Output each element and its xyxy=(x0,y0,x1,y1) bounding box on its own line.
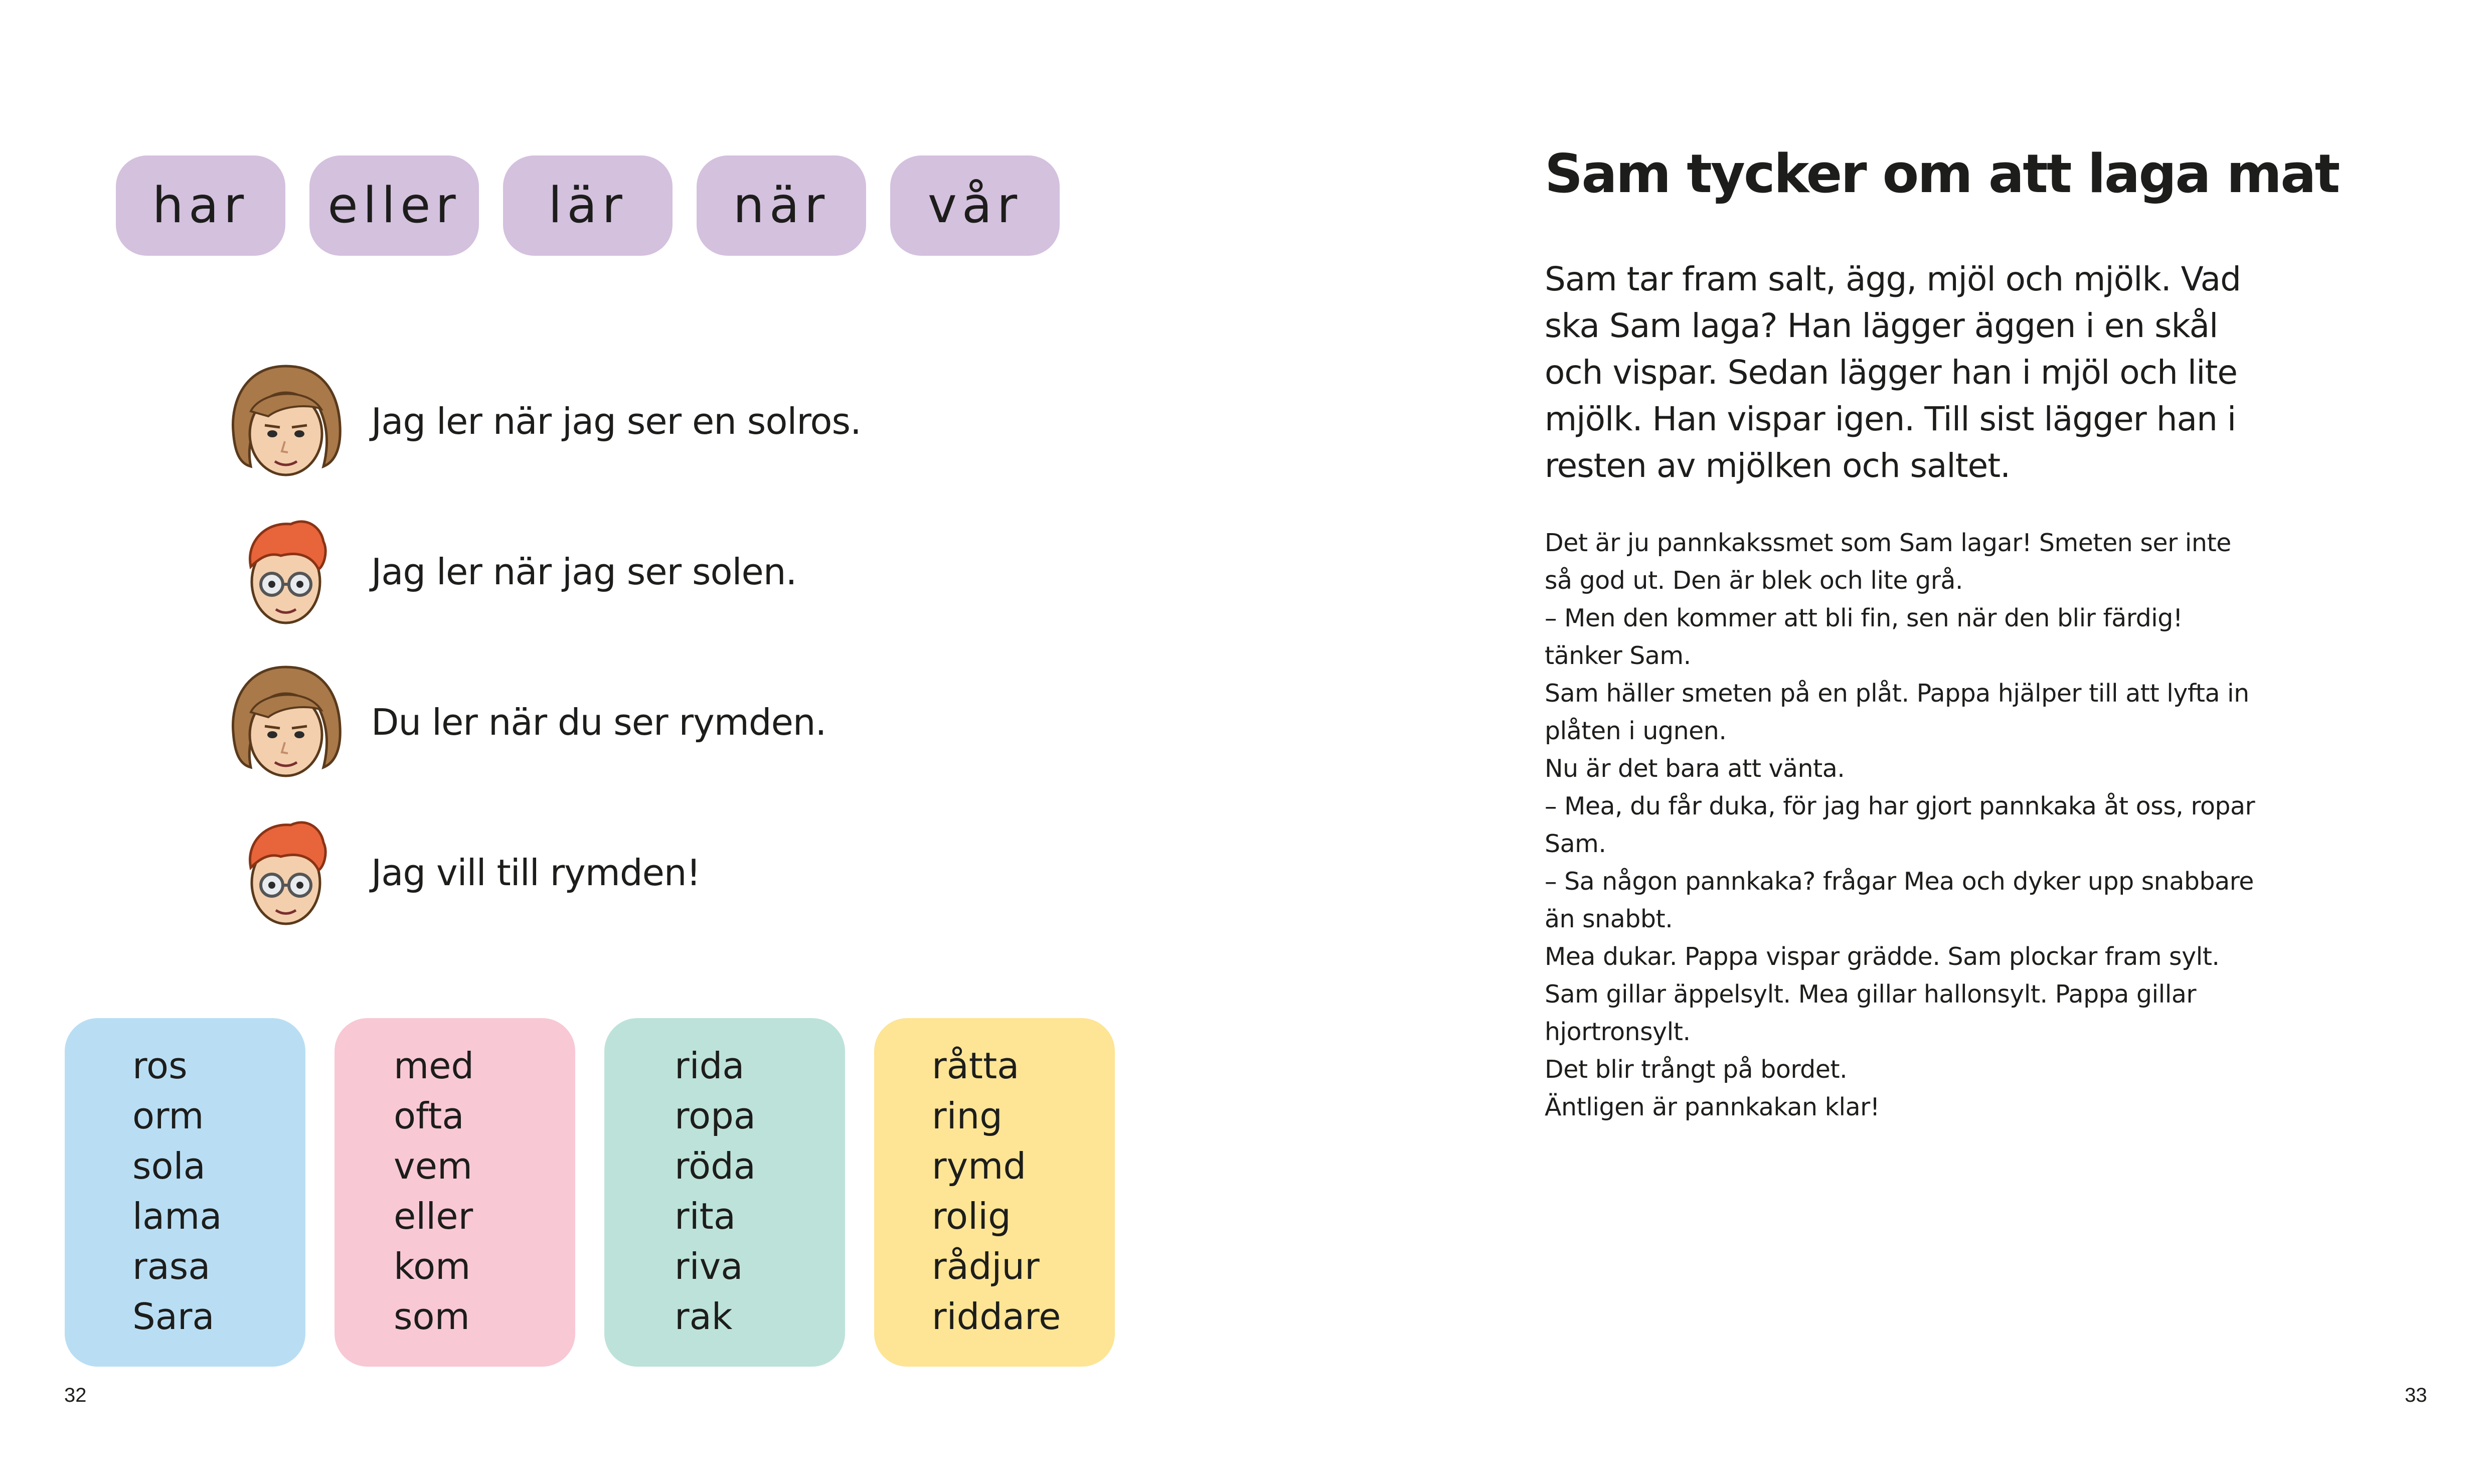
word-pill: har xyxy=(116,155,285,256)
dialogue-text: Jag vill till rymden! xyxy=(371,852,701,894)
dialogue-line xyxy=(211,497,861,647)
word: kom xyxy=(394,1245,471,1287)
word: rådjur xyxy=(932,1245,1040,1287)
word: rida xyxy=(675,1045,745,1087)
word: röda xyxy=(675,1145,756,1187)
word: rak xyxy=(675,1295,733,1338)
girl-face-icon xyxy=(211,356,361,486)
boy-face-icon xyxy=(211,507,361,637)
story-paragraph: Mea dukar. Pappa vispar grädde. Sam plockar fram sylt. xyxy=(1545,942,2220,971)
word-column-yellow xyxy=(874,1018,1115,1367)
word: rolig xyxy=(932,1195,1011,1237)
story-paragraph: Sam häller smeten på en plåt. Pappa hjälper till att lyfta in plåten i ugnen. xyxy=(1545,679,2249,745)
word-pills xyxy=(116,155,1060,256)
word: Sara xyxy=(132,1295,215,1338)
page-number: 33 xyxy=(2405,1384,2427,1406)
word-pill: vår xyxy=(890,155,1060,256)
dialogue-line xyxy=(211,647,861,797)
boy-face-icon xyxy=(211,807,361,938)
story-title: Sam tycker om att laga mat xyxy=(1545,143,2339,205)
story-text xyxy=(1545,524,2262,1126)
word-columns xyxy=(65,1018,1115,1367)
word: som xyxy=(394,1295,470,1338)
word-column-blue xyxy=(65,1018,305,1367)
word: med xyxy=(394,1045,474,1087)
word: råtta xyxy=(932,1045,1020,1087)
girl-face-icon xyxy=(211,657,361,787)
word: orm xyxy=(132,1095,204,1137)
word: ropa xyxy=(675,1095,756,1137)
word-column-pink xyxy=(335,1018,575,1367)
story-paragraph: Det är ju pannkakssmet som Sam lagar! Smeten ser inte så god ut. Den är blek och lite grå. xyxy=(1545,529,2231,595)
word: riva xyxy=(675,1245,743,1287)
word: ros xyxy=(132,1045,188,1087)
word: vem xyxy=(394,1145,473,1187)
word: lama xyxy=(132,1195,222,1237)
story-intro: Sam tar fram salt, ägg, mjöl och mjölk. Vad ska Sam laga? Han lägger äggen i en skål och vispar. Sedan lägger han i mjöl och lite mjölk. Han vispar igen. Till sist lägger han i resten av mjölken och saltet. xyxy=(1545,260,2241,485)
word: riddare xyxy=(932,1295,1061,1338)
word: eller xyxy=(394,1195,473,1237)
story-paragraph: – Sa någon pannkaka? frågar Mea och dyker upp snabbare än snabbt. xyxy=(1545,867,2254,933)
dialogue-line xyxy=(211,346,861,497)
word-column-green xyxy=(604,1018,845,1367)
word: rymd xyxy=(932,1145,1027,1187)
word-pill: när xyxy=(697,155,866,256)
dialogue xyxy=(211,346,861,948)
word-pill: lär xyxy=(503,155,673,256)
word: ring xyxy=(932,1095,1003,1137)
story-paragraph: – Mea, du får duka, för jag har gjort pannkaka åt oss, ropar Sam. xyxy=(1545,792,2255,858)
word: rita xyxy=(675,1195,736,1237)
dialogue-text: Jag ler när jag ser en solros. xyxy=(371,400,861,442)
word: ofta xyxy=(394,1095,464,1137)
right-page xyxy=(1246,0,2492,1484)
story-paragraph: Nu är det bara att vänta. xyxy=(1545,754,1845,783)
page-number: 32 xyxy=(64,1384,87,1406)
story-paragraph: – Men den kommer att bli fin, sen när den blir färdig! tänker Sam. xyxy=(1545,604,2183,670)
story-paragraph: Sam gillar äppelsylt. Mea gillar hallonsylt. Pappa gillar hjortronsylt. xyxy=(1545,980,2196,1046)
story-paragraph: Det blir trångt på bordet. xyxy=(1545,1055,1848,1084)
word: rasa xyxy=(132,1245,211,1287)
story-paragraph: Äntligen är pannkakan klar! xyxy=(1545,1093,1880,1121)
word-pill: eller xyxy=(309,155,479,256)
dialogue-line xyxy=(211,797,861,948)
dialogue-text: Jag ler när jag ser solen. xyxy=(371,551,797,593)
dialogue-text: Du ler när du ser rymden. xyxy=(371,701,826,743)
word: sola xyxy=(132,1145,206,1187)
